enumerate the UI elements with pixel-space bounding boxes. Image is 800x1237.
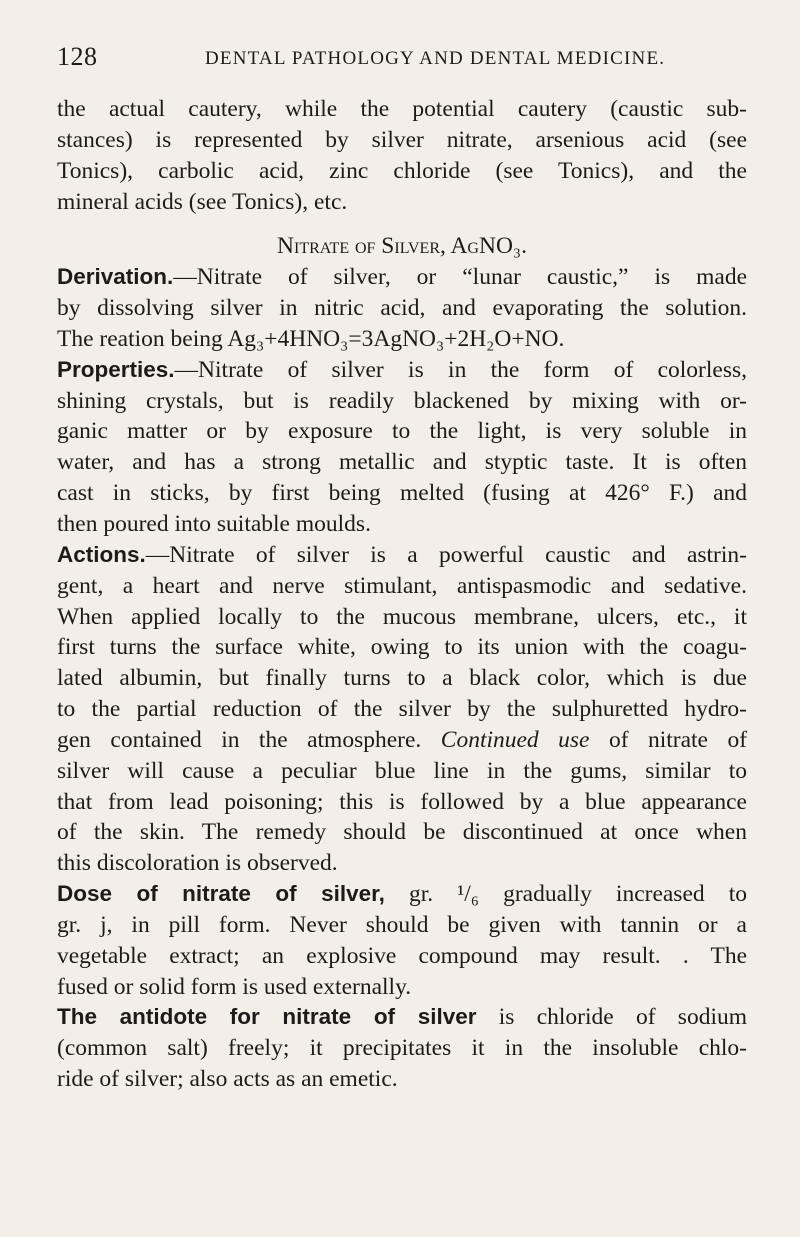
text-line: When applied locally to the mucous membrane, ulcers, etc., it bbox=[57, 603, 747, 630]
text-line: —Nitrate of silver is a powerful caustic and astrin- bbox=[145, 541, 747, 568]
text-line: shining crystals, but is readily blackened by mixing with or- bbox=[57, 387, 747, 414]
text-line: first turns the surface white, owing to its union with the coagu- bbox=[57, 634, 747, 661]
text-line: cast in sticks, by first being melted (fusing at 426° F.) and bbox=[57, 480, 747, 507]
text-line: water, and has a strong metallic and styptic taste. It is often bbox=[57, 449, 747, 476]
antidote-paragraph bbox=[57, 1002, 747, 1095]
actions-heading: Actions. bbox=[57, 541, 146, 567]
text-line: ride of silver; also acts as an emetic. bbox=[57, 1066, 398, 1093]
text-line: to the partial reduction of the silver by the sulphuretted hydro- bbox=[57, 696, 747, 723]
running-head: DENTAL PATHOLOGY AND DENTAL MEDICINE. bbox=[205, 48, 666, 69]
intro-paragraph bbox=[57, 94, 747, 217]
text-line: gr. j, in pill form. Never should be given with tannin or a bbox=[57, 911, 747, 938]
text-line: by dissolving silver in nitric acid, and evaporating the solution. bbox=[57, 295, 747, 322]
text-line: gr. ¹/₆ gradually increased to bbox=[409, 881, 748, 908]
text-line: this discoloration is observed. bbox=[57, 850, 338, 877]
text-line: that from lead poisoning; this is followed by a blue appearance bbox=[57, 788, 747, 815]
text-line: is chloride of sodium bbox=[498, 1004, 748, 1031]
text-line: gent, a heart and nerve stimulant, antispasmodic and sedative. bbox=[57, 572, 747, 599]
page-header bbox=[57, 42, 747, 74]
text-line: of the skin. The remedy should be discontinued at once when bbox=[57, 819, 747, 846]
text-line: —Nitrate of silver, or “lunar caustic,” is made bbox=[173, 264, 747, 291]
text-line: lated albumin, but finally turns to a black color, which is due bbox=[57, 665, 747, 692]
section-title: Nitrate of Silver, AgNO₃. bbox=[277, 233, 527, 260]
text-line: fused or solid form is used externally. bbox=[57, 973, 412, 1000]
properties-paragraph bbox=[57, 355, 747, 540]
text-line: the actual cautery, while the potential cautery (caustic sub- bbox=[57, 96, 747, 122]
page-number: 128 bbox=[57, 42, 98, 71]
text-line: silver will cause a peculiar blue line in the gums, similar to bbox=[57, 757, 747, 784]
text-line: then poured into suitable moulds. bbox=[57, 510, 371, 537]
text-line: ganic matter or by exposure to the light, is very soluble in bbox=[57, 418, 747, 445]
text-line: stances) is represented by silver nitrate, arsenious acid (see bbox=[57, 126, 747, 153]
antidote-heading: The antidote for nitrate of silver bbox=[57, 1004, 477, 1030]
spacer bbox=[57, 217, 747, 231]
actions-paragraph bbox=[57, 540, 747, 879]
text-line: mineral acids (see Tonics), etc. bbox=[57, 188, 348, 215]
derivation-paragraph bbox=[57, 262, 747, 355]
dose-paragraph bbox=[57, 879, 747, 1002]
text-line: —Nitrate of silver is in the form of colorless, bbox=[174, 356, 747, 383]
italic-phrase: Continued use bbox=[440, 726, 590, 753]
text-line: vegetable extract; an explosive compound may result. . The bbox=[57, 942, 747, 969]
derivation-heading: Derivation. bbox=[57, 264, 174, 290]
text-line: (common salt) freely; it precipitates it in the insoluble chlo- bbox=[57, 1035, 747, 1062]
chemical-formula-line: The reation being Ag₃+4HNO₃=3AgNO₃+2H₂O+NO. bbox=[57, 325, 565, 352]
text-line: gen contained in the atmosphere. bbox=[57, 726, 422, 753]
body-text bbox=[57, 94, 747, 1095]
text-line: of nitrate of bbox=[608, 726, 748, 753]
dose-heading: Dose of nitrate of silver, bbox=[57, 881, 385, 907]
text-line: Tonics), carbolic acid, zinc chloride (see Tonics), and the bbox=[57, 157, 747, 184]
properties-heading: Properties. bbox=[57, 356, 175, 382]
